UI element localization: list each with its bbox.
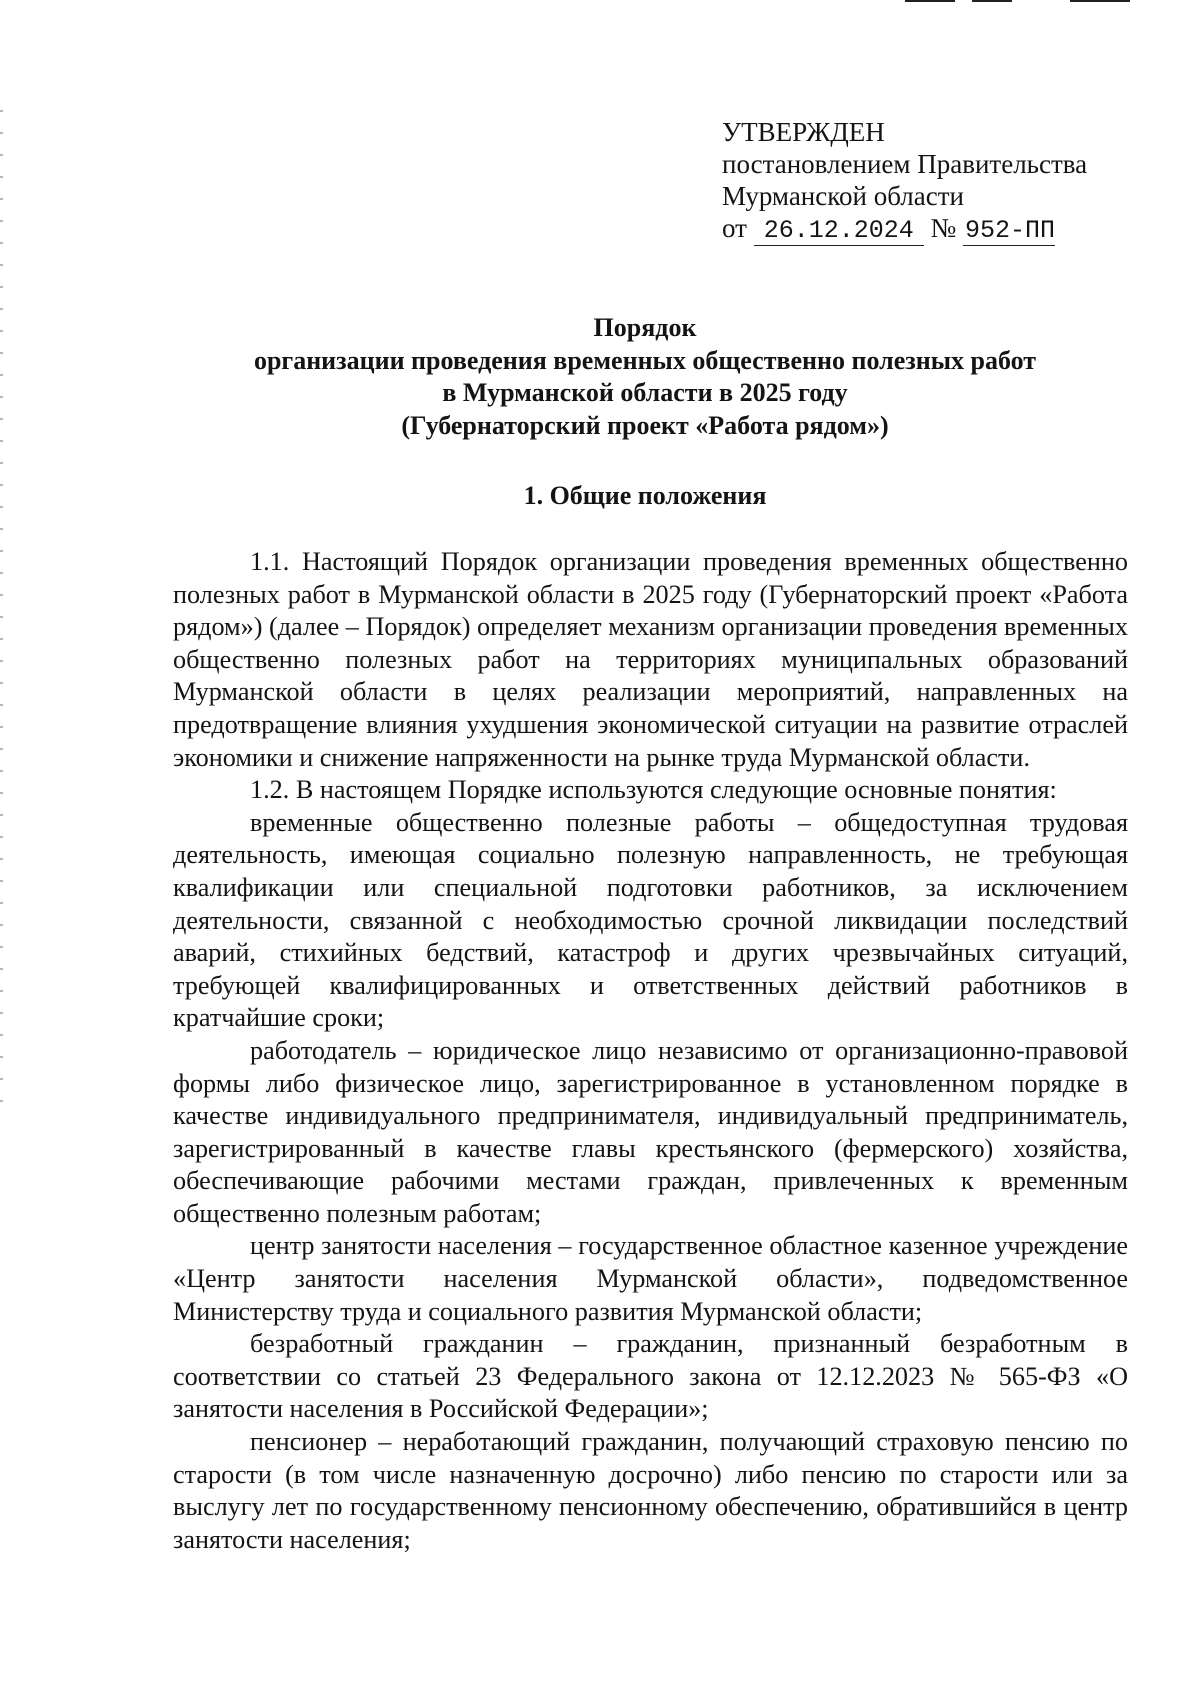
approval-stamp-block bbox=[722, 116, 1087, 244]
title-line-3: в Мурманской области в 2025 году bbox=[442, 378, 848, 407]
section-heading: 1. Общие положения bbox=[523, 481, 767, 510]
approved-by-line: постановлением Правительства bbox=[722, 149, 1088, 179]
scan-top-artifact bbox=[905, 0, 955, 2]
approved-by-region: Мурманской области bbox=[722, 181, 964, 211]
definition-pensioner: пенсионер – неработающий гражданин, получающий страховую пенсию по старости (в том числе назначенную досрочно) либо пенсию по старости или за выслугу лет по государственному пенсионному обеспечению, обратившийся в центр занятости населения; bbox=[173, 1427, 1128, 1554]
document-body bbox=[173, 546, 1128, 1556]
scan-top-artifact bbox=[972, 0, 1012, 2]
title-line-4: (Губернаторский проект «Работа рядом») bbox=[401, 410, 889, 440]
scan-edge-artifact bbox=[0, 110, 3, 1110]
from-prefix: от bbox=[722, 213, 747, 243]
number-sign: № bbox=[930, 213, 957, 243]
approval-number: 952-ПП bbox=[965, 216, 1056, 245]
definition-employer: работодатель – юридическое лицо независимо от организационно-правовой формы либо физическое лицо, зарегистрированное в установленном порядке в качестве индивидуального предпринимателя, индивидуальный предприниматель, зарегистрированный в качестве главы крестьянского (фермерского) хозяйства, обеспечивающие рабочими местами граждан, привлеченных к временным общественно полезным работам; bbox=[173, 1035, 1128, 1228]
definition-unemployed-citizen: безработный гражданин – гражданин, признанный безработным в соответствии со статьей 23 Федерального закона от 12.12.2023 № 565-ФЗ «О занятости населения в Российской Федерации»; bbox=[173, 1329, 1128, 1424]
definition-employment-center: центр занятости населения – государственное областное казенное учреждение «Центр занятости населения Мурманской области», подведомственное Министерству труда и социального развития Мурманской области; bbox=[173, 1231, 1128, 1326]
approval-date-number-line bbox=[722, 212, 1087, 244]
approval-date: 26.12.2024 bbox=[754, 217, 924, 246]
paragraph-1-1: 1.1. Настоящий Порядок организации проведения временных общественно полезных работ в Мурманской области в 2025 году (Губернаторский проект «Работа рядом») (далее – Порядок) определяет механизм организации проведения временных общественно полезных работ на территориях муниципальных образований Мурманской области в целях реализации мероприятий, направленных на предотвращение влияния ухудшения экономической ситуации на развитие отраслей экономики и снижение напряженности на рынке труда Мурманской области. bbox=[173, 547, 1128, 772]
title-line-2: организации проведения временных общественно полезных работ bbox=[253, 345, 1037, 375]
document-title bbox=[160, 312, 1130, 442]
definition-public-works: временные общественно полезные работы – общедоступная трудовая деятельность, имеющая социально полезную направленность, не требующая квалификации или специальной подготовки работников, за исключением деятельности, связанной с необходимостью срочной ликвидации последствий аварий, стихийных бедствий, катастроф и других чрезвычайных ситуаций, требующей квалифицированных и ответственных действий работников в кратчайшие сроки; bbox=[173, 807, 1128, 1033]
scan-top-artifact bbox=[1070, 0, 1130, 2]
title-line-1: Порядок bbox=[593, 313, 697, 342]
paragraph-1-2: 1.2. В настоящем Порядке используются следующие основные понятия: bbox=[250, 775, 1057, 805]
approved-heading: УТВЕРЖДЕН bbox=[722, 117, 885, 147]
